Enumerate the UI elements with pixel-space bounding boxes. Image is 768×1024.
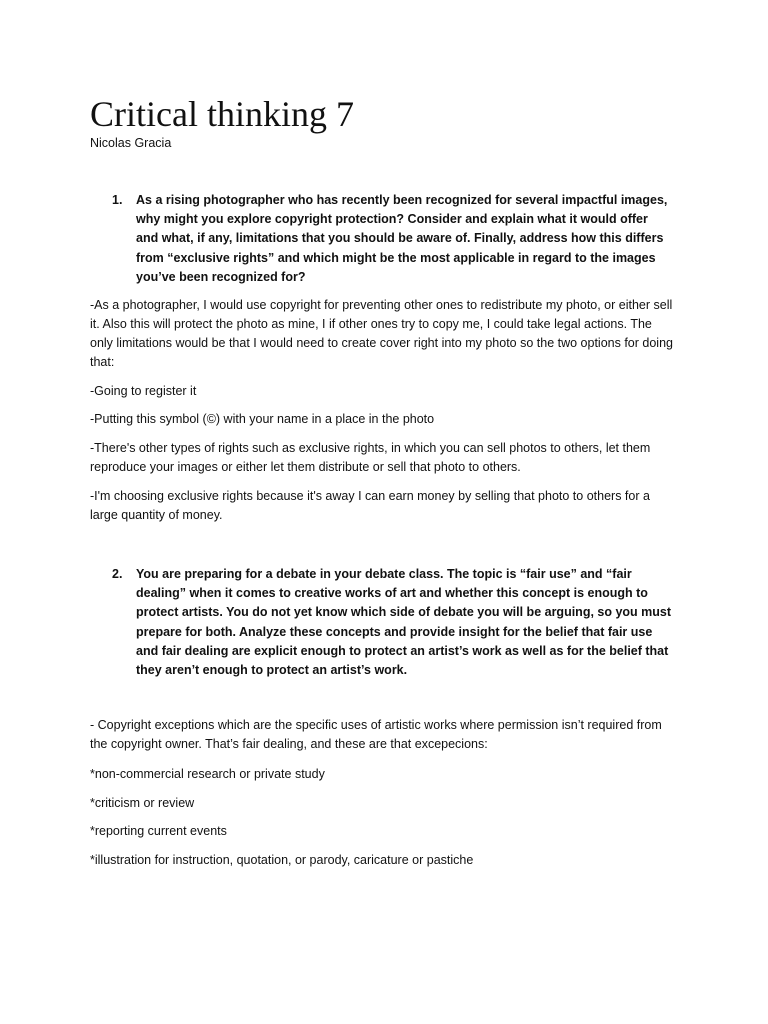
- answer-paragraph: -There's other types of rights such as exclusive rights, in which you can sell photos to others, let them reproduce your images or either let them distribute or sell that photo to others.: [90, 441, 651, 474]
- question-text: You are preparing for a debate in your debate class. The topic is “fair use” and “fair dealing” when it comes to creative works of art and whether this concept is enough to protect artists. You do not yet know which side of debate you will be arguing, so you must prepare for both. Analyze these concepts and provide insight for the belief that fair use and fair dealing are explicit enough to protect an artist’s work as well as for the belief that they aren’t enough to protect an artist’s work.: [136, 567, 672, 678]
- list-item: *non-commercial research or private study: [90, 767, 325, 781]
- list-item: *illustration for instruction, quotation, or parody, caricature or pastiche: [90, 853, 474, 867]
- list-item: *reporting current events: [90, 824, 227, 838]
- answer-paragraph: - Copyright exceptions which are the specific uses of artistic works where permission isn’t required from the copyright owner. That’s fair dealing, and these are that excepecions:: [90, 718, 662, 751]
- author-name: Nicolas Gracia: [90, 136, 172, 150]
- document-title: Critical thinking 7: [90, 94, 354, 134]
- list-item: *criticism or review: [90, 796, 195, 810]
- question-1: [112, 191, 672, 287]
- question-2: [112, 565, 672, 680]
- answer-paragraph: -As a photographer, I would use copyright for preventing other ones to redistribute my photo, or either sell it. Also this will protect the photo as mine, I if other ones try to copy me, I could take legal actions. The only limitations would be that I would need to create cover right into my photo so the two options for doing that:: [90, 298, 673, 369]
- answer-paragraph: -Putting this symbol (©) with your name in a place in the photo: [90, 412, 435, 426]
- question-text: As a rising photographer who has recently been recognized for several impactful images, why might you explore copyright protection? Consider and explain what it would offer and what, if any, limitations that you should be aware of. Finally, address how this differs from “exclusive rights” and which might be the most applicable in regard to the images you’ve been recognized for?: [136, 193, 668, 284]
- answer-paragraph: -I'm choosing exclusive rights because it's away I can earn money by selling that photo to others for a large quantity of money.: [90, 489, 650, 522]
- answer-paragraph: -Going to register it: [90, 384, 197, 398]
- question-number: 2.: [112, 567, 123, 581]
- question-number: 1.: [112, 193, 123, 207]
